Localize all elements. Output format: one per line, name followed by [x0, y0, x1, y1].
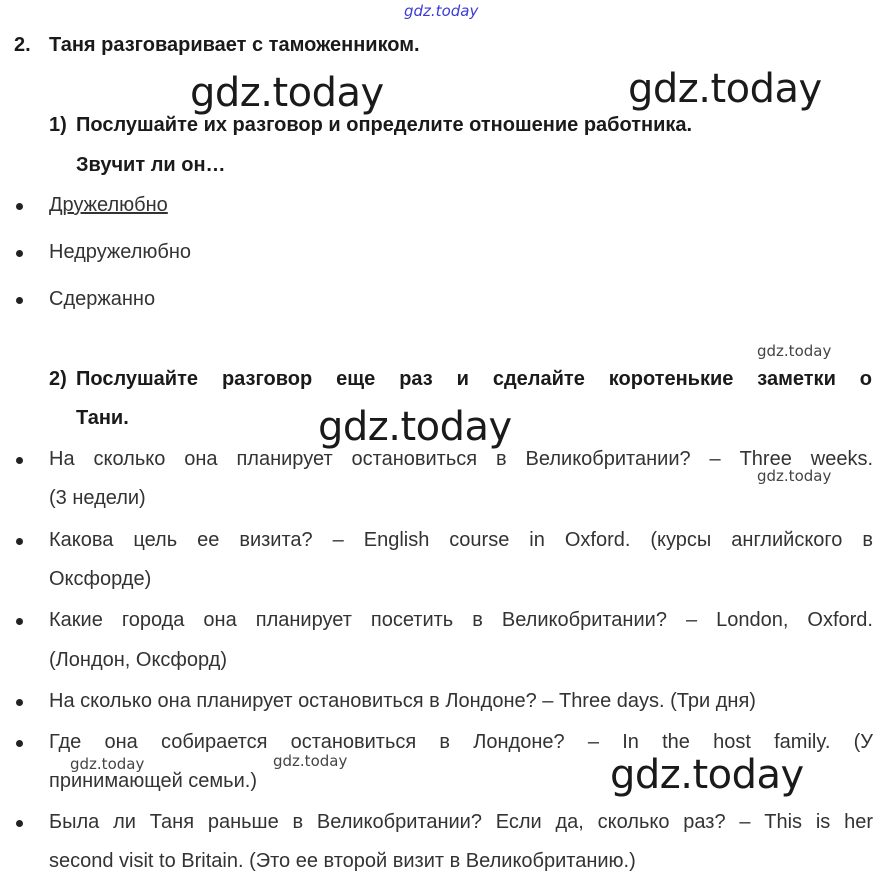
part1-question-line2: Звучит ли он… — [76, 154, 226, 176]
note-item-3-line1: Какие города она планирует посетить в Великобритании? – London, Oxford. — [49, 609, 873, 631]
watermark-top: gdz.today — [404, 2, 479, 20]
note-item-6-line1: Была ли Таня раньше в Великобритании? Если да, сколько раз? – This is her — [49, 811, 873, 833]
bullet — [16, 203, 23, 210]
option-friendly: Дружелюбно — [49, 194, 168, 216]
watermark-large-4: gdz.today — [610, 752, 804, 798]
watermark-small-1: gdz.today — [757, 342, 832, 360]
watermark-small-2: gdz.today — [757, 467, 832, 485]
part1-number: 1) — [49, 114, 67, 136]
note-item-3-line2: (Лондон, Оксфорд) — [49, 649, 228, 671]
watermark-large-3: gdz.today — [318, 404, 512, 450]
note-item-2-line2: Оксфорде) — [49, 568, 152, 590]
watermark-small-3: gdz.today — [70, 755, 145, 773]
part2-question-line2: Тани. — [76, 407, 129, 429]
bullet — [16, 297, 23, 304]
bullet — [16, 457, 23, 464]
note-item-4-line1: На сколько она планирует остановиться в Лондоне? – Three days. (Три дня) — [49, 690, 756, 712]
note-item-1-line1: На сколько она планирует остановиться в Великобритании? – Three weeks. — [49, 448, 873, 470]
note-item-1-line2: (3 недели) — [49, 487, 146, 509]
bullet — [16, 740, 23, 747]
task-title: Таня разговаривает с таможенником. — [49, 34, 420, 56]
bullet — [16, 538, 23, 545]
note-item-5-line2: принимающей семьи.) — [49, 770, 257, 792]
task-number: 2. — [14, 34, 31, 56]
part1-question-line1: Послушайте их разговор и определите отношение работника. — [76, 114, 693, 136]
note-item-6-line2: second visit to Britain. (Это ее второй визит в Великобританию.) — [49, 850, 636, 872]
note-item-5-line1: Где она собирается остановиться в Лондоне? – In the host family. (У — [49, 731, 873, 753]
watermark-small-4: gdz.today — [273, 752, 348, 770]
option-reserved: Сдержанно — [49, 288, 156, 310]
bullet — [16, 699, 23, 706]
watermark-large-1: gdz.today — [190, 70, 384, 116]
watermark-large-2: gdz.today — [628, 66, 822, 112]
option-unfriendly: Недружелюбно — [49, 241, 192, 263]
bullet — [16, 820, 23, 827]
part2-question-line1: Послушайте разговор еще раз и сделайте коротенькие заметки о — [76, 368, 872, 390]
bullet — [16, 618, 23, 625]
bullet — [16, 250, 23, 257]
note-item-2-line1: Какова цель ее визита? – English course in Oxford. (курсы английского в — [49, 529, 873, 551]
part2-number: 2) — [49, 368, 67, 390]
